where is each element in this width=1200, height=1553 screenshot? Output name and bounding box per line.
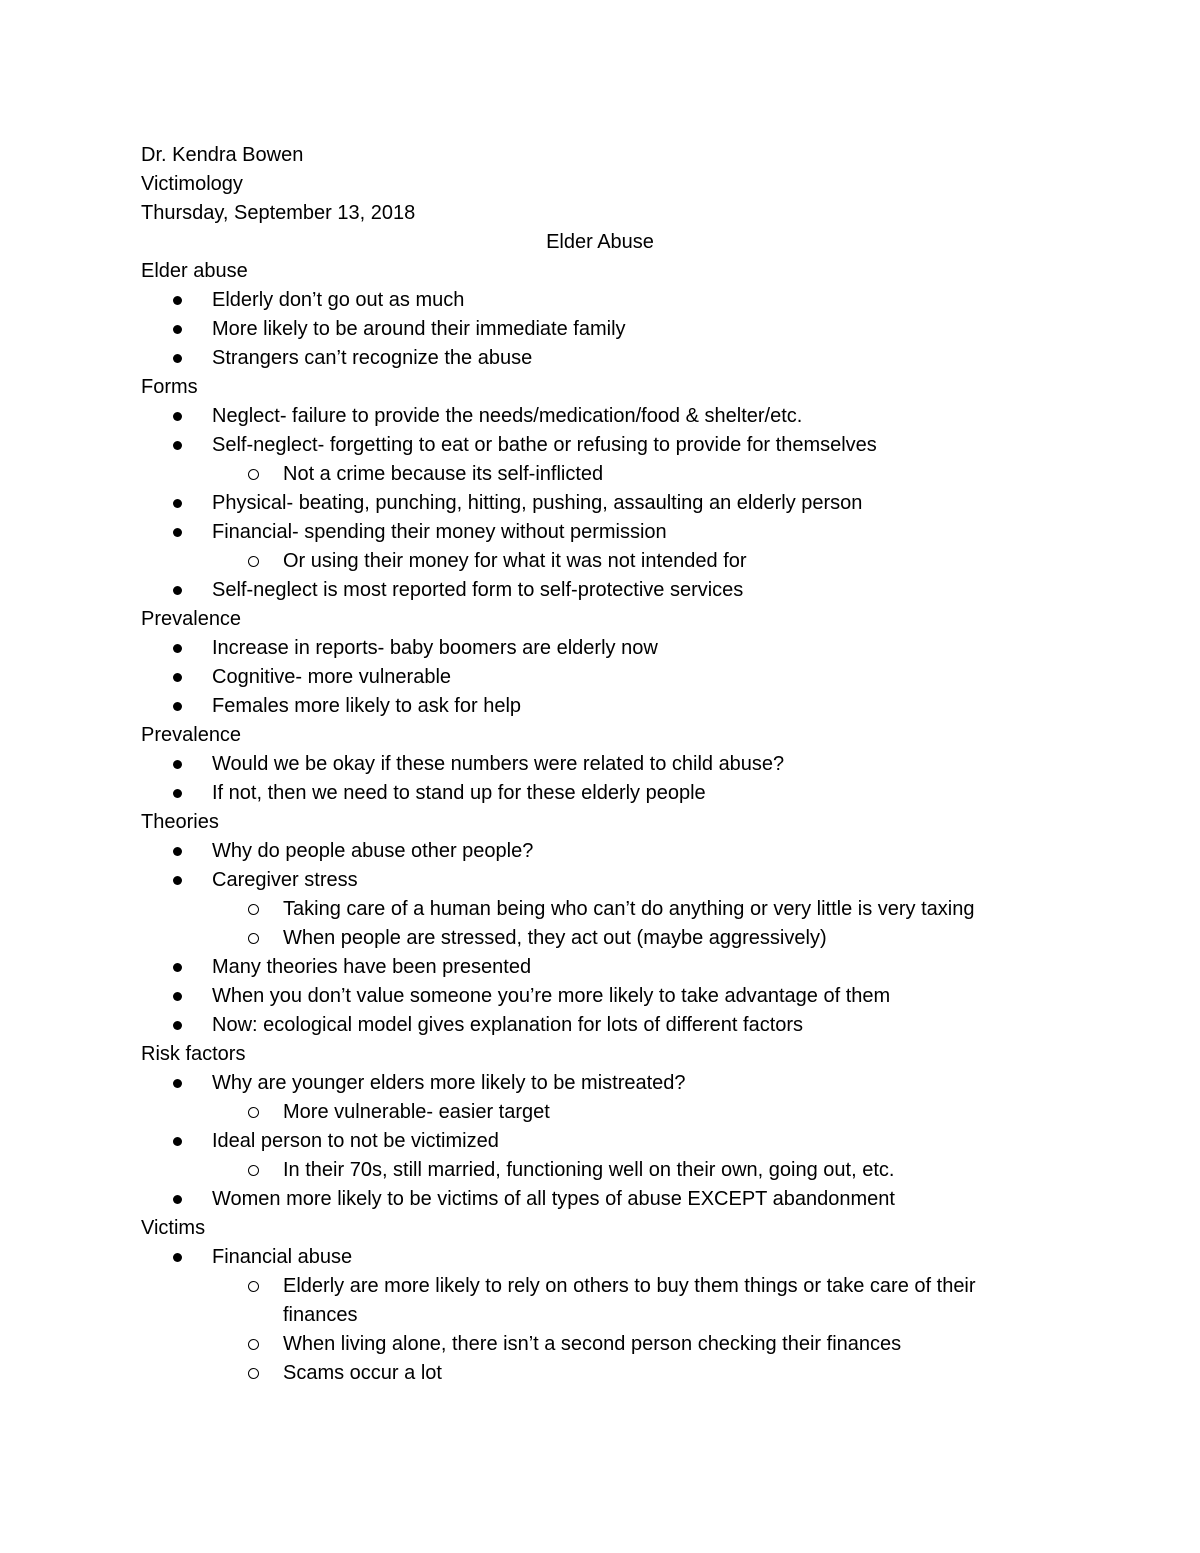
sub-list-item-text: Or using their money for what it was not intended for: [283, 550, 747, 572]
bullet-dot-icon: [173, 992, 182, 1001]
list-item-text: Self-neglect is most reported form to self-protective services: [212, 579, 744, 601]
list-item: [141, 1011, 1059, 1040]
section-heading: Elder abuse: [141, 260, 248, 282]
sub-list-item-text: In their 70s, still married, functioning well on their own, going out, etc.: [283, 1159, 895, 1181]
list-item-text: Financial abuse: [212, 1246, 353, 1268]
bullet-dot-icon: [173, 847, 182, 856]
section-heading: Risk factors: [141, 1043, 246, 1065]
list-item-text: When you don’t value someone you’re more likely to take advantage of them: [212, 985, 891, 1007]
bullet-dot-icon: [173, 963, 182, 972]
bullet-dot-icon: [173, 644, 182, 653]
bullet-dot-icon: [173, 673, 182, 682]
sub-list-item: [141, 1272, 1059, 1330]
list-item: [141, 779, 1059, 808]
list-item: [141, 866, 1059, 895]
list-item: [141, 837, 1059, 866]
sub-list-item: [141, 1330, 1059, 1359]
hollow-circle-bullet-icon: [248, 1165, 259, 1176]
list-item: [141, 1127, 1059, 1156]
bullet-dot-icon: [173, 1137, 182, 1146]
list-item: [141, 315, 1059, 344]
bullet-dot-icon: [173, 1253, 182, 1262]
bullet-list: [141, 1069, 1059, 1214]
list-item-text: If not, then we need to stand up for these elderly people: [212, 782, 706, 804]
notes-body: [141, 257, 1059, 1388]
sub-list-item-text: Taking care of a human being who can’t do anything or very little is very taxing: [283, 898, 975, 920]
list-item: [141, 1069, 1059, 1098]
list-item-text: Financial- spending their money without permission: [212, 521, 667, 543]
sub-list-item: [141, 895, 1059, 924]
hollow-circle-bullet-icon: [248, 556, 259, 567]
bullet-dot-icon: [173, 1021, 182, 1030]
list-item-text: Ideal person to not be victimized: [212, 1130, 499, 1152]
bullet-dot-icon: [173, 499, 182, 508]
list-item-text: Cognitive- more vulnerable: [212, 666, 452, 688]
section: [141, 721, 1059, 808]
list-item-text: Strangers can’t recognize the abuse: [212, 347, 533, 369]
hollow-circle-bullet-icon: [248, 469, 259, 480]
bullet-dot-icon: [173, 412, 182, 421]
list-item: [141, 286, 1059, 315]
list-item: [141, 344, 1059, 373]
list-item: [141, 576, 1059, 605]
list-item-text: Physical- beating, punching, hitting, pushing, assaulting an elderly person: [212, 492, 863, 514]
section-heading: Prevalence: [141, 608, 242, 630]
bullet-dot-icon: [173, 1195, 182, 1204]
list-item: [141, 1243, 1059, 1272]
hollow-circle-bullet-icon: [248, 904, 259, 915]
list-item-text: Would we be okay if these numbers were related to child abuse?: [212, 753, 785, 775]
hollow-circle-bullet-icon: [248, 1368, 259, 1379]
list-item-text: Females more likely to ask for help: [212, 695, 522, 717]
course-line: Victimology: [141, 173, 243, 195]
bullet-dot-icon: [173, 702, 182, 711]
document-title: Elder Abuse: [546, 231, 654, 253]
sub-list-item-text: More vulnerable- easier target: [283, 1101, 550, 1123]
list-item: [141, 518, 1059, 547]
list-item: [141, 953, 1059, 982]
sub-list-item: [141, 460, 1059, 489]
sub-list-item: [141, 547, 1059, 576]
bullet-list: [141, 837, 1059, 1040]
list-item-text: Why do people abuse other people?: [212, 840, 534, 862]
bullet-dot-icon: [173, 1079, 182, 1088]
bullet-dot-icon: [173, 876, 182, 885]
list-item-text: Women more likely to be victims of all types of abuse EXCEPT abandonment: [212, 1188, 895, 1210]
section: [141, 1214, 1059, 1388]
sub-list-item-text: When people are stressed, they act out (maybe aggressively): [283, 927, 827, 949]
list-item: [141, 982, 1059, 1011]
bullet-dot-icon: [173, 325, 182, 334]
sub-list-item-text: Scams occur a lot: [283, 1362, 442, 1384]
bullet-dot-icon: [173, 586, 182, 595]
section: [141, 1040, 1059, 1214]
hollow-circle-bullet-icon: [248, 1281, 259, 1292]
hollow-circle-bullet-icon: [248, 1339, 259, 1350]
list-item-text: Caregiver stress: [212, 869, 358, 891]
sub-list-item-text: Elderly are more likely to rely on others to buy them things or take care of their finances: [283, 1275, 976, 1326]
list-item-text: Elderly don’t go out as much: [212, 289, 465, 311]
list-item-text: Why are younger elders more likely to be mistreated?: [212, 1072, 686, 1094]
section-heading: Prevalence: [141, 724, 242, 746]
sub-list-item: [141, 924, 1059, 953]
section-heading: Victims: [141, 1217, 206, 1239]
bullet-list: [141, 286, 1059, 373]
author-line: Dr. Kendra Bowen: [141, 144, 304, 166]
hollow-circle-bullet-icon: [248, 1107, 259, 1118]
list-item: [141, 634, 1059, 663]
bullet-dot-icon: [173, 441, 182, 450]
list-item: [141, 692, 1059, 721]
section: [141, 373, 1059, 605]
sub-list-item: [141, 1098, 1059, 1127]
list-item: [141, 663, 1059, 692]
bullet-dot-icon: [173, 354, 182, 363]
section: [141, 605, 1059, 721]
list-item: [141, 1185, 1059, 1214]
section: [141, 808, 1059, 1040]
sub-list-item: [141, 1156, 1059, 1185]
bullet-dot-icon: [173, 296, 182, 305]
section: [141, 257, 1059, 373]
section-heading: Forms: [141, 376, 198, 398]
bullet-dot-icon: [173, 528, 182, 537]
sub-list-item-text: Not a crime because its self-inflicted: [283, 463, 604, 485]
list-item-text: Increase in reports- baby boomers are elderly now: [212, 637, 658, 659]
list-item: [141, 402, 1059, 431]
hollow-circle-bullet-icon: [248, 933, 259, 944]
list-item-text: Many theories have been presented: [212, 956, 532, 978]
list-item: [141, 750, 1059, 779]
bullet-list: [141, 634, 1059, 721]
document-page: [141, 141, 1059, 1388]
bullet-dot-icon: [173, 760, 182, 769]
sub-list-item-text: When living alone, there isn’t a second person checking their finances: [283, 1333, 902, 1355]
list-item-text: Now: ecological model gives explanation for lots of different factors: [212, 1014, 804, 1036]
section-heading: Theories: [141, 811, 219, 833]
sub-list-item: [141, 1359, 1059, 1388]
list-item-text: Self-neglect- forgetting to eat or bathe or refusing to provide for themselves: [212, 434, 877, 456]
bullet-list: [141, 750, 1059, 808]
bullet-list: [141, 402, 1059, 605]
list-item-text: More likely to be around their immediate family: [212, 318, 626, 340]
bullet-dot-icon: [173, 789, 182, 798]
list-item: [141, 489, 1059, 518]
list-item-text: Neglect- failure to provide the needs/medication/food & shelter/etc.: [212, 405, 803, 427]
list-item: [141, 431, 1059, 460]
bullet-list: [141, 1243, 1059, 1388]
date-line: Thursday, September 13, 2018: [141, 202, 416, 224]
